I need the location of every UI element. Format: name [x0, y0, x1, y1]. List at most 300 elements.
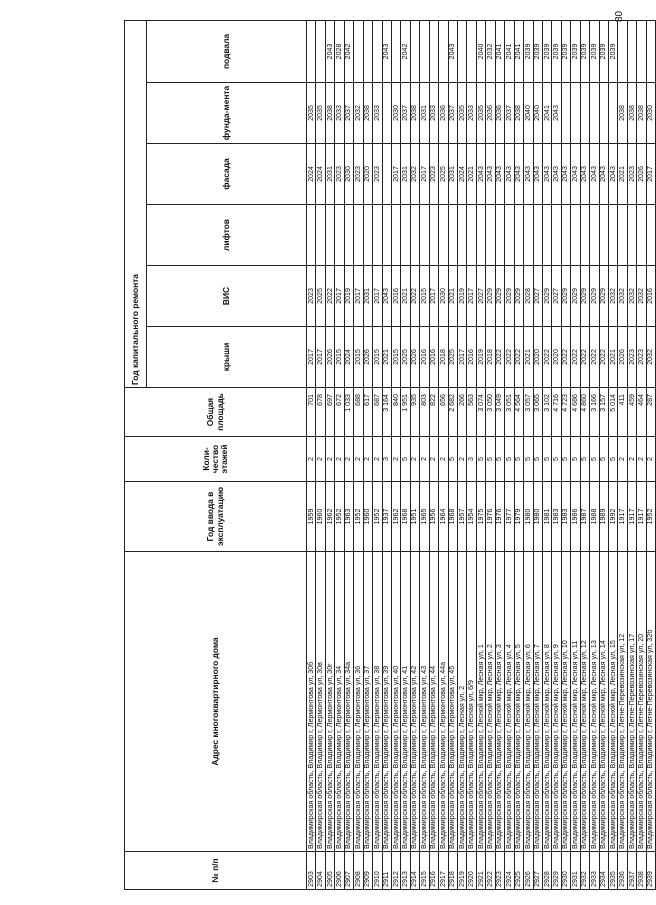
- cell-vis: 2029: [495, 266, 504, 327]
- cell-num: 2912: [391, 852, 400, 890]
- cell-basement: [458, 20, 467, 82]
- cell-basement: [420, 20, 429, 82]
- cell-vis: 2029: [590, 266, 599, 327]
- cell-elevators: [325, 205, 334, 266]
- cell-floors: 5: [476, 437, 485, 482]
- cell-num: 2917: [439, 852, 448, 890]
- cell-roof: 2022: [561, 327, 570, 388]
- cell-area: 1 951: [401, 388, 410, 437]
- cell-num: 2907: [344, 852, 353, 890]
- cell-area: 4 716: [552, 388, 561, 437]
- cell-year: 1975: [476, 482, 485, 552]
- cell-foundation: 2037: [448, 83, 457, 144]
- cell-year: 1988: [590, 482, 599, 552]
- cell-address: Владимирская область, Владимир г, Лермонтова ул, 37: [363, 552, 372, 852]
- cell-vis: 2031: [363, 266, 372, 327]
- cell-vis: 2029: [514, 266, 523, 327]
- cell-floors: 2: [420, 437, 429, 482]
- cell-address: Владимирская область, Владимир г, Лермонтова ул, 30г: [325, 552, 334, 852]
- cell-elevators: [646, 205, 655, 266]
- cell-year: 1937: [382, 482, 391, 552]
- cell-address: Владимирская область, Владимир г, Лесная ул, 2: [458, 552, 467, 852]
- cell-facade: 2043: [495, 144, 504, 205]
- cell-roof: 2024: [344, 327, 353, 388]
- cell-vis: 2019: [458, 266, 467, 327]
- cell-area: 287: [646, 388, 655, 437]
- cell-area: 656: [439, 388, 448, 437]
- cell-elevators: [467, 205, 476, 266]
- table-row: [571, 20, 580, 889]
- cell-vis: 2032: [609, 266, 618, 327]
- cell-roof: 2025: [448, 327, 457, 388]
- cell-address: Владимирская область, Владимир г, Лесная ул, 6/9: [467, 552, 476, 852]
- table-row: [609, 20, 618, 889]
- cell-vis: 2029: [505, 266, 514, 327]
- cell-area: 697: [325, 388, 334, 437]
- cell-elevators: [486, 205, 495, 266]
- cell-floors: 2: [429, 437, 438, 482]
- cell-foundation: 2035: [307, 83, 316, 144]
- cell-elevators: [552, 205, 561, 266]
- cell-elevators: [476, 205, 485, 266]
- cell-facade: 2043: [524, 144, 533, 205]
- cell-foundation: 2040: [533, 83, 542, 144]
- cell-area: 5 014: [609, 388, 618, 437]
- cell-num: 2921: [476, 852, 485, 890]
- cell-num: 2916: [429, 852, 438, 890]
- cell-year: 1963: [344, 482, 353, 552]
- cell-area: 3 051: [505, 388, 514, 437]
- cell-address: Владимирская область, Владимир г, Лесной мкр, Лесная ул, 1: [476, 552, 485, 852]
- cell-vis: 2017: [467, 266, 476, 327]
- cell-roof: 2016: [420, 327, 429, 388]
- cell-elevators: [429, 205, 438, 266]
- cell-elevators: [542, 205, 551, 266]
- cell-area: 563: [467, 388, 476, 437]
- cell-foundation: [590, 83, 599, 144]
- cell-year: 1964: [439, 482, 448, 552]
- cell-basement: 2039: [524, 20, 533, 82]
- cell-year: 1983: [552, 482, 561, 552]
- cell-floors: 2: [637, 437, 646, 482]
- cell-area: 840: [391, 388, 400, 437]
- cell-area: 3 050: [486, 388, 495, 437]
- cell-foundation: 2033: [429, 83, 438, 144]
- table-row: [467, 20, 476, 889]
- cell-address: Владимирская область, Владимир г, Лермонтова ул, 42: [410, 552, 419, 852]
- table-header: [125, 20, 307, 889]
- cell-foundation: [561, 83, 570, 144]
- cell-basement: 2041: [495, 20, 504, 82]
- cell-floors: 2: [325, 437, 334, 482]
- cell-facade: 2043: [609, 144, 618, 205]
- cell-num: 2918: [448, 852, 457, 890]
- cell-elevators: [410, 205, 419, 266]
- cell-vis: 2021: [448, 266, 457, 327]
- header-elevators: лифтов: [147, 205, 307, 266]
- cell-address: Владимирская область, Владимир г, Лермонтова ул, 41: [401, 552, 410, 852]
- cell-facade: 2043: [505, 144, 514, 205]
- cell-roof: 2021: [524, 327, 533, 388]
- cell-num: 2928: [542, 852, 551, 890]
- cell-basement: [646, 20, 655, 82]
- cell-foundation: 2040: [524, 83, 533, 144]
- cell-area: 678: [316, 388, 325, 437]
- cell-basement: 2043: [382, 20, 391, 82]
- cell-area: 4 723: [561, 388, 570, 437]
- cell-year: 1980: [524, 482, 533, 552]
- cell-roof: 2017: [458, 327, 467, 388]
- cell-foundation: 2038: [637, 83, 646, 144]
- table-row: [599, 20, 608, 889]
- header-year: Год ввода в эксплуатацию: [125, 482, 307, 552]
- cell-roof: 2015: [373, 327, 382, 388]
- cell-num: 2915: [420, 852, 429, 890]
- cell-floors: 5: [552, 437, 561, 482]
- cell-foundation: 2038: [514, 83, 523, 144]
- cell-floors: 2: [307, 437, 316, 482]
- cell-elevators: [401, 205, 410, 266]
- cell-foundation: 2041: [542, 83, 551, 144]
- cell-basement: 2032: [486, 20, 495, 82]
- table-row: [458, 20, 467, 889]
- cell-roof: 2021: [382, 327, 391, 388]
- cell-address: Владимирская область, Владимир г, Лесной мкр, Лесная ул, 15: [609, 552, 618, 852]
- cell-basement: [618, 20, 627, 82]
- cell-year: 1968: [448, 482, 457, 552]
- table-row: [637, 20, 646, 889]
- cell-num: 2919: [458, 852, 467, 890]
- cell-year: 1951: [410, 482, 419, 552]
- cell-num: 2931: [571, 852, 580, 890]
- cell-basement: 2040: [476, 20, 485, 82]
- cell-year: 1968: [401, 482, 410, 552]
- cell-facade: [382, 144, 391, 205]
- table-row: [307, 20, 316, 889]
- cell-floors: 2: [646, 437, 655, 482]
- cell-elevators: [458, 205, 467, 266]
- cell-num: 2924: [505, 852, 514, 890]
- cell-facade: 2023: [627, 144, 636, 205]
- cell-roof: 2026: [325, 327, 334, 388]
- cell-basement: [467, 20, 476, 82]
- table-row: [627, 20, 636, 889]
- table-row: [524, 20, 533, 889]
- header-num: № п/п: [125, 852, 307, 890]
- cell-floors: 2: [373, 437, 382, 482]
- cell-area: 2 682: [448, 388, 457, 437]
- cell-num: 2929: [552, 852, 561, 890]
- cell-elevators: [609, 205, 618, 266]
- cell-foundation: 2033: [373, 83, 382, 144]
- cell-facade: 2026: [637, 144, 646, 205]
- cell-roof: 2020: [552, 327, 561, 388]
- cell-basement: [354, 20, 363, 82]
- cell-basement: [373, 20, 382, 82]
- cell-roof: 2025: [401, 327, 410, 388]
- cell-address: Владимирская область, Владимир г, Лермонтова ул, 40: [391, 552, 400, 852]
- table-row: [618, 20, 627, 889]
- cell-elevators: [448, 205, 457, 266]
- cell-num: 2905: [325, 852, 334, 890]
- cell-basement: 2039: [542, 20, 551, 82]
- cell-vis: 2027: [552, 266, 561, 327]
- cell-facade: 2023: [335, 144, 344, 205]
- cell-facade: 2021: [467, 144, 476, 205]
- cell-elevators: [382, 205, 391, 266]
- cell-vis: 2029: [599, 266, 608, 327]
- cell-facade: 2043: [599, 144, 608, 205]
- cell-roof: 2026: [618, 327, 627, 388]
- cell-vis: 2019: [344, 266, 353, 327]
- cell-year: 1960: [363, 482, 372, 552]
- cell-foundation: 2030: [646, 83, 655, 144]
- cell-elevators: [505, 205, 514, 266]
- cell-facade: 2017: [391, 144, 400, 205]
- table-row: [325, 20, 334, 889]
- cell-floors: 2: [354, 437, 363, 482]
- cell-year: 1976: [495, 482, 504, 552]
- cell-year: 1981: [542, 482, 551, 552]
- cell-basement: 2039: [599, 20, 608, 82]
- cell-basement: 2042: [401, 20, 410, 82]
- cell-elevators: [439, 205, 448, 266]
- table-row: [391, 20, 400, 889]
- cell-facade: 2025: [439, 144, 448, 205]
- cell-address: Владимирская область, Владимир г, Лесной мкр, Лесная ул, 7: [533, 552, 542, 852]
- cell-year: 1962: [325, 482, 334, 552]
- cell-elevators: [590, 205, 599, 266]
- cell-floors: 5: [524, 437, 533, 482]
- cell-basement: [307, 20, 316, 82]
- cell-area: 617: [363, 388, 372, 437]
- cell-vis: 2029: [580, 266, 589, 327]
- cell-year: 1952: [354, 482, 363, 552]
- cell-elevators: [391, 205, 400, 266]
- cell-basement: 2041: [514, 20, 523, 82]
- table-row: [382, 20, 391, 889]
- cell-basement: 2039: [580, 20, 589, 82]
- table-row: [552, 20, 561, 889]
- cell-address: Владимирская область, Владимир г, Летне-Перевозинская ул, 20: [637, 552, 646, 852]
- cell-elevators: [344, 205, 353, 266]
- cell-facade: 2043: [561, 144, 570, 205]
- cell-facade: 2043: [590, 144, 599, 205]
- cell-elevators: [373, 205, 382, 266]
- cell-elevators: [335, 205, 344, 266]
- cell-facade: 2030: [344, 144, 353, 205]
- cell-num: 2923: [495, 852, 504, 890]
- cell-num: 2903: [307, 852, 316, 890]
- table-row: [561, 20, 570, 889]
- cell-foundation: 2031: [420, 83, 429, 144]
- cell-elevators: [599, 205, 608, 266]
- cell-address: Владимирская область, Владимир г, Лесной мкр, Лесная ул, 2: [486, 552, 495, 852]
- cell-basement: 2039: [552, 20, 561, 82]
- cell-floors: 5: [561, 437, 570, 482]
- cell-basement: [363, 20, 372, 82]
- cell-vis: 2017: [354, 266, 363, 327]
- cell-num: 2936: [618, 852, 627, 890]
- cell-basement: 2043: [448, 20, 457, 82]
- cell-roof: 2020: [533, 327, 542, 388]
- cell-foundation: [609, 83, 618, 144]
- cell-floors: 2: [344, 437, 353, 482]
- cell-roof: 2015: [354, 327, 363, 388]
- cell-year: 1917: [637, 482, 646, 552]
- cell-elevators: [618, 205, 627, 266]
- cell-vis: 2030: [439, 266, 448, 327]
- cell-area: 822: [429, 388, 438, 437]
- cell-area: 4 860: [580, 388, 589, 437]
- cell-facade: 2024: [316, 144, 325, 205]
- cell-facade: 2017: [420, 144, 429, 205]
- cell-area: 3 074: [476, 388, 485, 437]
- table-row: [410, 20, 419, 889]
- cell-address: Владимирская область, Владимир г, Летне-Перевозинская ул, 17: [627, 552, 636, 852]
- cell-facade: 2023: [373, 144, 382, 205]
- cell-foundation: 2035: [316, 83, 325, 144]
- cell-year: 1992: [609, 482, 618, 552]
- cell-facade: 2031: [325, 144, 334, 205]
- cell-facade: 2043: [476, 144, 485, 205]
- cell-vis: 2016: [391, 266, 400, 327]
- cell-facade: 2043: [514, 144, 523, 205]
- cell-vis: 2022: [325, 266, 334, 327]
- cell-foundation: 2035: [458, 83, 467, 144]
- cell-area: 803: [420, 388, 429, 437]
- table-row: [344, 20, 353, 889]
- cell-year: 1957: [458, 482, 467, 552]
- cell-year: 1980: [533, 482, 542, 552]
- cell-vis: 2029: [561, 266, 570, 327]
- cell-basement: 2041: [505, 20, 514, 82]
- cell-address: Владимирская область, Владимир г, Лесной мкр, Лесная ул, 6: [524, 552, 533, 852]
- cell-area: 701: [307, 388, 316, 437]
- cell-num: 2934: [599, 852, 608, 890]
- cell-basement: 2039: [561, 20, 570, 82]
- cell-foundation: 2036: [486, 83, 495, 144]
- cell-address: Владимирская область, Владимир г, Лермонтова ул, 44а: [439, 552, 448, 852]
- cell-vis: 2027: [533, 266, 542, 327]
- cell-basement: 2039: [609, 20, 618, 82]
- cell-roof: 2022: [599, 327, 608, 388]
- cell-floors: 5: [514, 437, 523, 482]
- cell-basement: [316, 20, 325, 82]
- cell-facade: 2023: [429, 144, 438, 205]
- cell-roof: 2022: [514, 327, 523, 388]
- cell-year: 1979: [514, 482, 523, 552]
- cell-floors: 3: [467, 437, 476, 482]
- cell-year: 1917: [627, 482, 636, 552]
- cell-roof: 2021: [609, 327, 618, 388]
- cell-num: 2911: [382, 852, 391, 890]
- cell-year: 1962: [391, 482, 400, 552]
- cell-num: 2937: [627, 852, 636, 890]
- cell-num: 2909: [363, 852, 372, 890]
- cell-area: 4 686: [571, 388, 580, 437]
- cell-num: 2904: [316, 852, 325, 890]
- table-row: [429, 20, 438, 889]
- cell-num: 2908: [354, 852, 363, 890]
- cell-vis: 2017: [429, 266, 438, 327]
- cell-vis: 2032: [627, 266, 636, 327]
- cell-year: 1976: [486, 482, 495, 552]
- cell-elevators: [524, 205, 533, 266]
- header-basement: подвала: [147, 20, 307, 82]
- cell-address: Владимирская область, Владимир г, Лермонтова ул, 38: [373, 552, 382, 852]
- cell-floors: 3: [382, 437, 391, 482]
- cell-area: 3 057: [524, 388, 533, 437]
- cell-address: Владимирская область, Владимир г, Лермонтова ул, 34: [335, 552, 344, 852]
- cell-foundation: 2043: [552, 83, 561, 144]
- cell-elevators: [571, 205, 580, 266]
- cell-area: 3 049: [495, 388, 504, 437]
- cell-roof: 2017: [316, 327, 325, 388]
- cell-vis: 2023: [307, 266, 316, 327]
- cell-floors: 5: [542, 437, 551, 482]
- cell-elevators: [580, 205, 589, 266]
- cell-address: Владимирская область, Владимир г, Лермонтова ул, 45: [448, 552, 457, 852]
- cell-address: Владимирская область, Владимир г, Летне-Перевозинская ул, 12: [618, 552, 627, 852]
- table-row: [439, 20, 448, 889]
- cell-floors: 5: [599, 437, 608, 482]
- cell-roof: 2018: [439, 327, 448, 388]
- cell-facade: 2024: [458, 144, 467, 205]
- cell-foundation: [599, 83, 608, 144]
- cell-area: 688: [354, 388, 363, 437]
- cell-address: Владимирская область, Владимир г, Лесной мкр, Лесная ул, 5: [514, 552, 523, 852]
- cell-basement: [410, 20, 419, 82]
- cell-roof: 2022: [571, 327, 580, 388]
- table-row: [448, 20, 457, 889]
- cell-roof: 2016: [429, 327, 438, 388]
- cell-area: 3 166: [590, 388, 599, 437]
- table-row: [401, 20, 410, 889]
- cell-address: Владимирская область, Владимир г, Лермонтова ул, 43: [420, 552, 429, 852]
- cell-elevators: [514, 205, 523, 266]
- cell-address: Владимирская область, Владимир г, Лесной мкр, Лесная ул, 11: [571, 552, 580, 852]
- cell-roof: 2019: [476, 327, 485, 388]
- cell-floors: 2: [618, 437, 627, 482]
- cell-vis: 2015: [420, 266, 429, 327]
- cell-roof: 2017: [307, 327, 316, 388]
- cell-roof: 2015: [335, 327, 344, 388]
- cell-address: Владимирская область, Владимир г, Лермонтова ул, 34а: [344, 552, 353, 852]
- page-number-text: 80: [614, 10, 625, 22]
- cell-basement: [439, 20, 448, 82]
- cell-facade: 2043: [580, 144, 589, 205]
- cell-roof: 2032: [646, 327, 655, 388]
- cell-vis: 2021: [401, 266, 410, 327]
- table-row: [505, 20, 514, 889]
- table-row: [373, 20, 382, 889]
- cell-num: 2933: [590, 852, 599, 890]
- cell-floors: 2: [439, 437, 448, 482]
- cell-vis: 2017: [335, 266, 344, 327]
- cell-year: 1989: [599, 482, 608, 552]
- cell-year: 1917: [618, 482, 627, 552]
- table-row: [533, 20, 542, 889]
- cell-vis: 2016: [646, 266, 655, 327]
- cell-vis: 2017: [373, 266, 382, 327]
- table-row: [335, 20, 344, 889]
- cell-foundation: 2033: [467, 83, 476, 144]
- cell-roof: 2026: [410, 327, 419, 388]
- cell-roof: 2023: [637, 327, 646, 388]
- cell-area: 935: [410, 388, 419, 437]
- cell-num: 2914: [410, 852, 419, 890]
